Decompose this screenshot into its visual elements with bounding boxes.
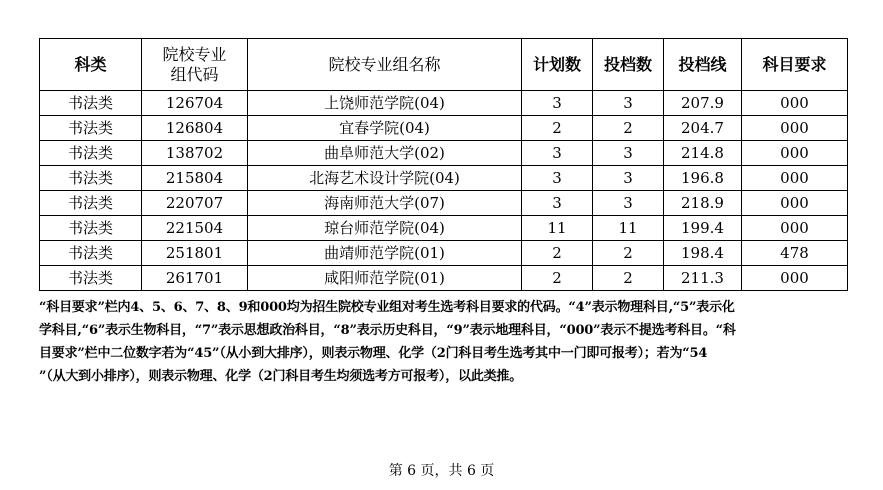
cell-group-name: 琼台师范学院(04) (248, 216, 522, 241)
cell-subject-requirement: 000 (742, 91, 848, 116)
cell-subject-requirement: 000 (742, 216, 848, 241)
cell-cutoff-score: 198.4 (664, 241, 742, 266)
cell-category: 书法类 (40, 141, 142, 166)
cell-cutoff-score: 199.4 (664, 216, 742, 241)
cell-submitted-count: 2 (593, 266, 664, 291)
table-row (40, 116, 848, 141)
cell-cutoff-score: 218.9 (664, 191, 742, 216)
cell-category: 书法类 (40, 241, 142, 266)
table-row (40, 141, 848, 166)
cell-subject-requirement: 000 (742, 191, 848, 216)
cell-plan-count: 2 (522, 116, 593, 141)
header-group-code (142, 39, 248, 91)
cell-submitted-count: 3 (593, 141, 664, 166)
cell-plan-count: 3 (522, 166, 593, 191)
cell-plan-count: 3 (522, 191, 593, 216)
cell-group-name: 曲阜师范大学(02) (248, 141, 522, 166)
cell-submitted-count: 11 (593, 216, 664, 241)
cell-category: 书法类 (40, 116, 142, 141)
cell-cutoff-score: 211.3 (664, 266, 742, 291)
cell-group-code: 261701 (142, 266, 248, 291)
table-row (40, 241, 848, 266)
cell-category: 书法类 (40, 91, 142, 116)
notes-line: “科目要求”栏内4、5、6、7、8、9和000均为招生院校专业组对考生选考科目要求的代码。“4”表示物理科目,“5”表示化 (39, 300, 735, 315)
cell-subject-requirement: 000 (742, 141, 848, 166)
cell-subject-requirement: 000 (742, 166, 848, 191)
cell-group-name: 北海艺术设计学院(04) (248, 166, 522, 191)
page-number-footer: 第 6 页，共 6 页 (388, 463, 495, 479)
cell-group-code: 251801 (142, 241, 248, 266)
notes-line: 学科目,“6”表示生物科目，“7”表示思想政治科目，“8”表示历史科目，“9”表示地理科目，“000”表示不提选考科目。“科 (39, 323, 736, 338)
cell-cutoff-score: 214.8 (664, 141, 742, 166)
subject-requirement-notes (39, 296, 847, 388)
table-row (40, 91, 848, 116)
header-plan-count: 计划数 (522, 39, 593, 91)
table-row (40, 166, 848, 191)
header-group-name: 院校专业组名称 (248, 39, 522, 91)
cell-subject-requirement: 000 (742, 266, 848, 291)
table-row (40, 191, 848, 216)
cell-plan-count: 2 (522, 241, 593, 266)
table-row (40, 216, 848, 241)
cell-subject-requirement: 000 (742, 116, 848, 141)
table-header-row (40, 39, 848, 91)
admission-table (39, 38, 848, 291)
cell-group-code: 221504 (142, 216, 248, 241)
cell-submitted-count: 2 (593, 116, 664, 141)
cell-group-name: 曲靖师范学院(01) (248, 241, 522, 266)
cell-category: 书法类 (40, 191, 142, 216)
cell-submitted-count: 3 (593, 91, 664, 116)
notes-line: 目要求”栏中二位数字若为“45”（从小到大排序），则表示物理、化学（2门科目考生选考其中一门即可报考）；若为“54 (39, 346, 708, 361)
cell-submitted-count: 3 (593, 191, 664, 216)
cell-category: 书法类 (40, 166, 142, 191)
cell-group-code: 126704 (142, 91, 248, 116)
cell-category: 书法类 (40, 216, 142, 241)
cell-group-name: 宜春学院(04) (248, 116, 522, 141)
cell-group-code: 126804 (142, 116, 248, 141)
header-group-code-text: 院校专业 组代码 (162, 44, 227, 84)
cell-submitted-count: 2 (593, 241, 664, 266)
cell-cutoff-score: 196.8 (664, 166, 742, 191)
cell-group-name: 海南师范大学(07) (248, 191, 522, 216)
notes-line: ”（从大到小排序），则表示物理、化学（2门科目考生均须选考方可报考），以此类推。 (39, 369, 523, 384)
header-category: 科类 (40, 39, 142, 91)
cell-plan-count: 2 (522, 266, 593, 291)
cell-plan-count: 3 (522, 141, 593, 166)
cell-group-name: 上饶师范学院(04) (248, 91, 522, 116)
cell-plan-count: 11 (522, 216, 593, 241)
cell-category: 书法类 (40, 266, 142, 291)
cell-group-code: 138702 (142, 141, 248, 166)
header-submitted-count: 投档数 (593, 39, 664, 91)
header-cutoff-score: 投档线 (664, 39, 742, 91)
cell-plan-count: 3 (522, 91, 593, 116)
cell-subject-requirement: 478 (742, 241, 848, 266)
header-subject-requirement: 科目要求 (742, 39, 848, 91)
cell-group-name: 咸阳师范学院(01) (248, 266, 522, 291)
cell-group-code: 220707 (142, 191, 248, 216)
cell-cutoff-score: 207.9 (664, 91, 742, 116)
cell-group-code: 215804 (142, 166, 248, 191)
cell-submitted-count: 3 (593, 166, 664, 191)
table-row (40, 266, 848, 291)
cell-cutoff-score: 204.7 (664, 116, 742, 141)
